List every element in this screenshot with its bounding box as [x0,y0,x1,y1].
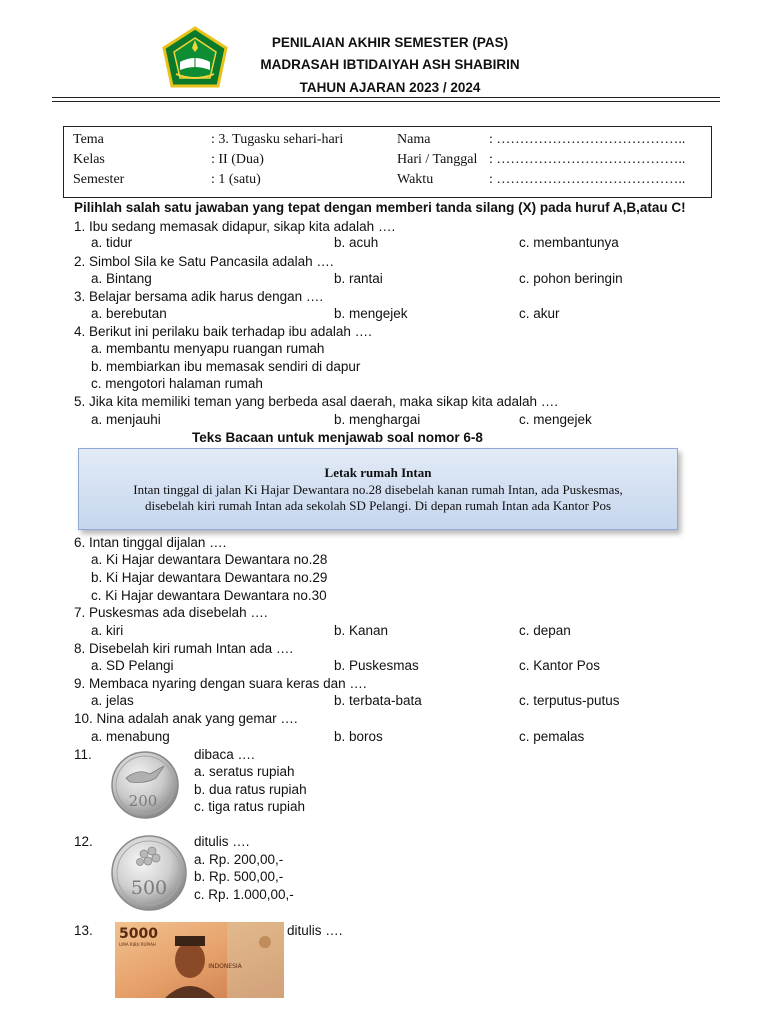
header-line-2: MADRASAH IBTIDAIYAH ASH SHABIRIN [260,57,520,72]
question-2: 2. Simbol Sila ke Satu Pancasila adalah …. [74,254,334,269]
reading-heading: Teks Bacaan untuk menjawab soal nomor 6-8 [192,430,483,445]
hari-field[interactable]: : ………………………………….. [489,152,686,167]
q7-option-a[interactable]: a. kiri [91,623,124,638]
q4-option-a[interactable]: a. membantu menyapu ruangan rumah [91,341,325,356]
madrasah-logo [160,26,230,90]
header-rule [52,97,720,98]
q5-option-c[interactable]: c. mengejek [519,412,592,427]
question-9: 9. Membaca nyaring dengan suara keras dan …. [74,676,367,691]
reading-body: Intan tinggal di jalan Ki Hajar Dewantara no.28 disebelah kanan rumah Intan, ada Puskesmas, disebelah kiri rumah Intan ada sekolah SD Pelangi. Di depan rumah Intan ada Kantor Pos [133,482,623,513]
q8-option-a[interactable]: a. SD Pelangi [91,658,174,673]
q10-option-c[interactable]: c. pemalas [519,729,585,744]
q6-option-c[interactable]: c. Ki Hajar dewantara Dewantara no.30 [91,588,327,603]
question-4: 4. Berikut ini perilaku baik terhadap ibu adalah …. [74,324,372,339]
question-13: ditulis …. [287,923,343,938]
q6-option-b[interactable]: b. Ki Hajar dewantara Dewantara no.29 [91,570,328,585]
q3-option-a[interactable]: a. berebutan [91,306,167,321]
q5-option-b[interactable]: b. menghargai [334,412,421,427]
q1-option-c[interactable]: c. membantunya [519,235,619,250]
q8-option-c[interactable]: c. Kantor Pos [519,658,601,673]
q10-option-b[interactable]: b. boros [334,729,383,744]
q1-option-b[interactable]: b. acuh [334,235,379,250]
question-7: 7. Puskesmas ada disebelah …. [74,605,268,620]
question-12-number: 12. [74,834,93,849]
q12-option-a[interactable]: a. Rp. 200,00,- [194,852,284,867]
q3-option-c[interactable]: c. akur [519,306,560,321]
banknote-5000-image [115,922,284,998]
banknote-value: 5000 [119,926,158,942]
question-11-number: 11. [74,747,92,762]
kelas-label: Kelas [73,152,105,167]
q8-option-b[interactable]: b. Puskesmas [334,658,419,673]
waktu-field[interactable]: : ………………………………….. [489,172,686,187]
banknote-country: INDONESIA [208,963,242,970]
semester-value: : 1 (satu) [211,172,261,187]
question-12: ditulis …. [194,834,250,849]
q4-option-b[interactable]: b. membiarkan ibu memasak sendiri di dapur [91,359,361,374]
q9-option-a[interactable]: a. jelas [91,693,134,708]
semester-label: Semester [73,172,125,187]
q12-option-b[interactable]: b. Rp. 500,00,- [194,869,284,884]
waktu-label: Waktu [397,172,434,187]
question-6: 6. Intan tinggal dijalan …. [74,535,227,550]
nama-label: Nama [397,132,431,147]
q11-option-a[interactable]: a. seratus rupiah [194,764,295,779]
tema-label: Tema [73,132,104,147]
q5-option-a[interactable]: a. menjauhi [91,412,161,427]
q9-option-b[interactable]: b. terbata-bata [334,693,422,708]
question-5: 5. Jika kita memiliki teman yang berbeda asal daerah, maka sikap kita adalah …. [74,394,558,409]
q4-option-c[interactable]: c. mengotori halaman rumah [91,376,263,391]
question-1: 1. Ibu sedang memasak didapur, sikap kita adalah …. [74,219,396,234]
q7-option-c[interactable]: c. depan [519,623,571,638]
instruction: Pilihlah salah satu jawaban yang tepat dengan memberi tanda silang (X) pada huruf A,B,atau C! [74,200,686,215]
q3-option-b[interactable]: b. mengejek [334,306,408,321]
question-8: 8. Disebelah kiri rumah Intan ada …. [74,641,294,656]
kelas-value: : II (Dua) [211,152,264,167]
q1-option-a[interactable]: a. tidur [91,235,133,250]
nama-field[interactable]: : ………………………………….. [489,132,686,147]
question-11: dibaca …. [194,747,255,762]
question-10: 10. Nina adalah anak yang gemar …. [74,711,298,726]
coin-200-value: 200 [128,792,158,810]
question-3: 3. Belajar bersama adik harus dengan …. [74,289,324,304]
q6-option-a[interactable]: a. Ki Hajar dewantara Dewantara no.28 [91,552,328,567]
question-13-number: 13. [74,923,93,938]
q12-option-c[interactable]: c. Rp. 1.000,00,- [194,887,294,902]
q2-option-c[interactable]: c. pohon beringin [519,271,623,286]
reading-box [78,448,678,530]
tema-value: : 3. Tugasku sehari-hari [211,132,344,147]
q9-option-c[interactable]: c. terputus-putus [519,693,620,708]
header-rule-thin [52,101,720,102]
q7-option-b[interactable]: b. Kanan [334,623,389,638]
hari-label: Hari / Tanggal [397,152,478,167]
banknote-subtitle: LIMA RIBU RUPIAH [119,942,156,947]
reading-title: Letak rumah Intan [324,465,432,480]
q11-option-b[interactable]: b. dua ratus rupiah [194,782,307,797]
q10-option-a[interactable]: a. menabung [91,729,170,744]
header-line-1: PENILAIAN AKHIR SEMESTER (PAS) [271,35,509,50]
coin-500-image [110,834,188,912]
q11-option-c[interactable]: c. tiga ratus rupiah [194,799,306,814]
header-line-3: TAHUN AJARAN 2023 / 2024 [299,80,481,95]
coin-500-value: 500 [130,877,168,899]
coin-200-image [110,750,180,820]
q2-option-a[interactable]: a. Bintang [91,271,152,286]
q2-option-b[interactable]: b. rantai [334,271,383,286]
